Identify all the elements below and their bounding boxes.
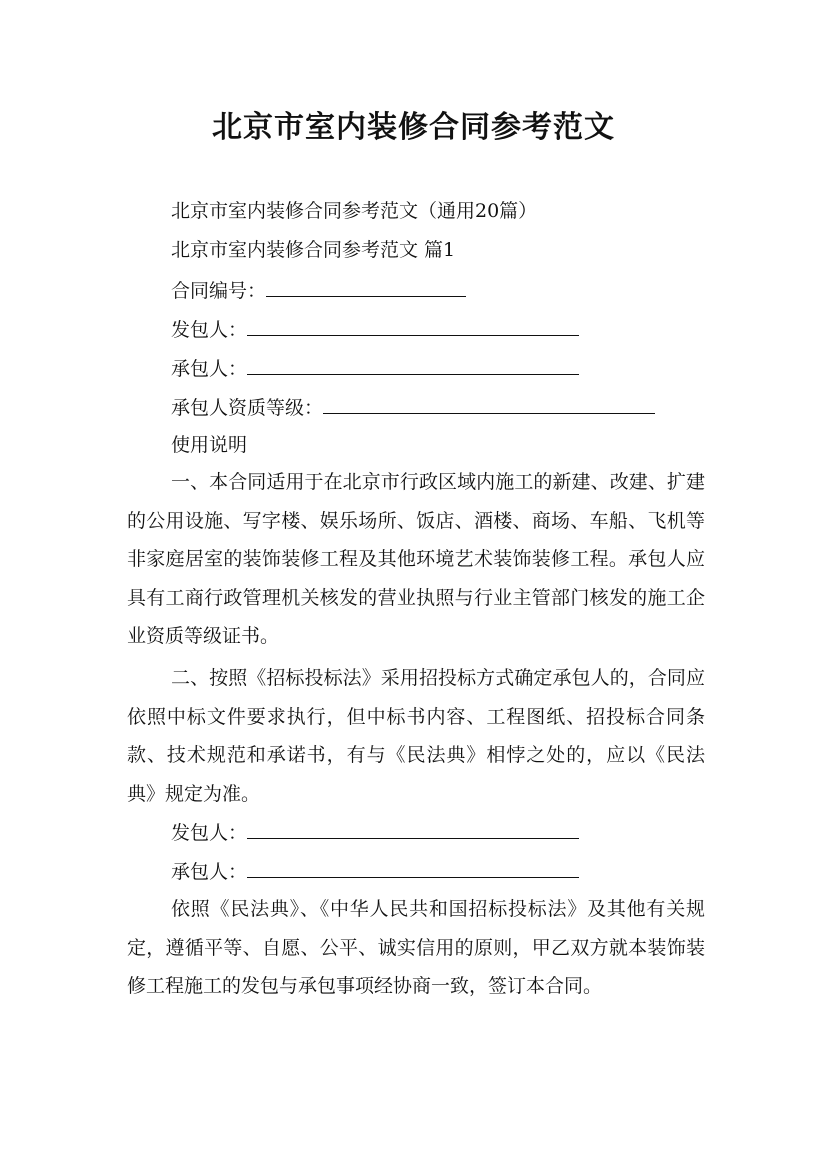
section-heading: 北京市室内装修合同参考范文 篇1 (171, 239, 456, 261)
employer-label-2: 发包人： (171, 822, 248, 844)
document-title: 北京市室内装修合同参考范文 (212, 110, 615, 145)
employer-label: 发包人： (171, 319, 248, 341)
paragraph-2: 二、按照《招标投标法》采用招投标方式确定承包人的，合同应依照中标文件要求执行，但中标书内容、工程图纸、招投标合同条款、技术规范和承诺书，有与《民法典》相悖之处的，应以《民法典》规定为准。 (127, 667, 705, 805)
contractor-field (171, 354, 579, 382)
employer-field-2 (171, 818, 579, 846)
contractor-label: 承包人： (171, 358, 248, 380)
contractor-blank (247, 354, 579, 375)
contract-number-field (171, 276, 466, 304)
usage-heading: 使用说明 (171, 434, 248, 456)
employer-blank (247, 315, 579, 336)
document-subtitle: 北京市室内装修合同参考范文（通用20篇） (171, 200, 538, 222)
contract-number-label: 合同编号： (171, 280, 267, 302)
qualification-label: 承包人资质等级： (171, 397, 324, 419)
employer-field (171, 315, 579, 343)
contract-number-blank (266, 276, 466, 297)
employer-blank-2 (247, 818, 579, 839)
contractor-field-2 (171, 857, 579, 885)
contractor-label-2: 承包人： (171, 861, 248, 883)
qualification-blank (323, 393, 655, 414)
contractor-blank-2 (247, 857, 579, 878)
paragraph-3: 依照《民法典》、《中华人民共和国招标投标法》及其他有关规定，遵循平等、自愿、公平、诚实信用的原则，甲乙双方就本装饰装修工程施工的发包与承包事项经协商一致，签订本合同。 (127, 898, 705, 997)
paragraph-1: 一、本合同适用于在北京市行政区域内施工的新建、改建、扩建的公用设施、写字楼、娱乐场所、饭店、酒楼、商场、车船、飞机等非家庭居室的装饰装修工程及其他环境艺术装饰装修工程。承包人应具有工商行政管理机关核发的营业执照与行业主管部门核发的施工企业资质等级证书。 (127, 471, 705, 647)
qualification-field (171, 393, 655, 421)
